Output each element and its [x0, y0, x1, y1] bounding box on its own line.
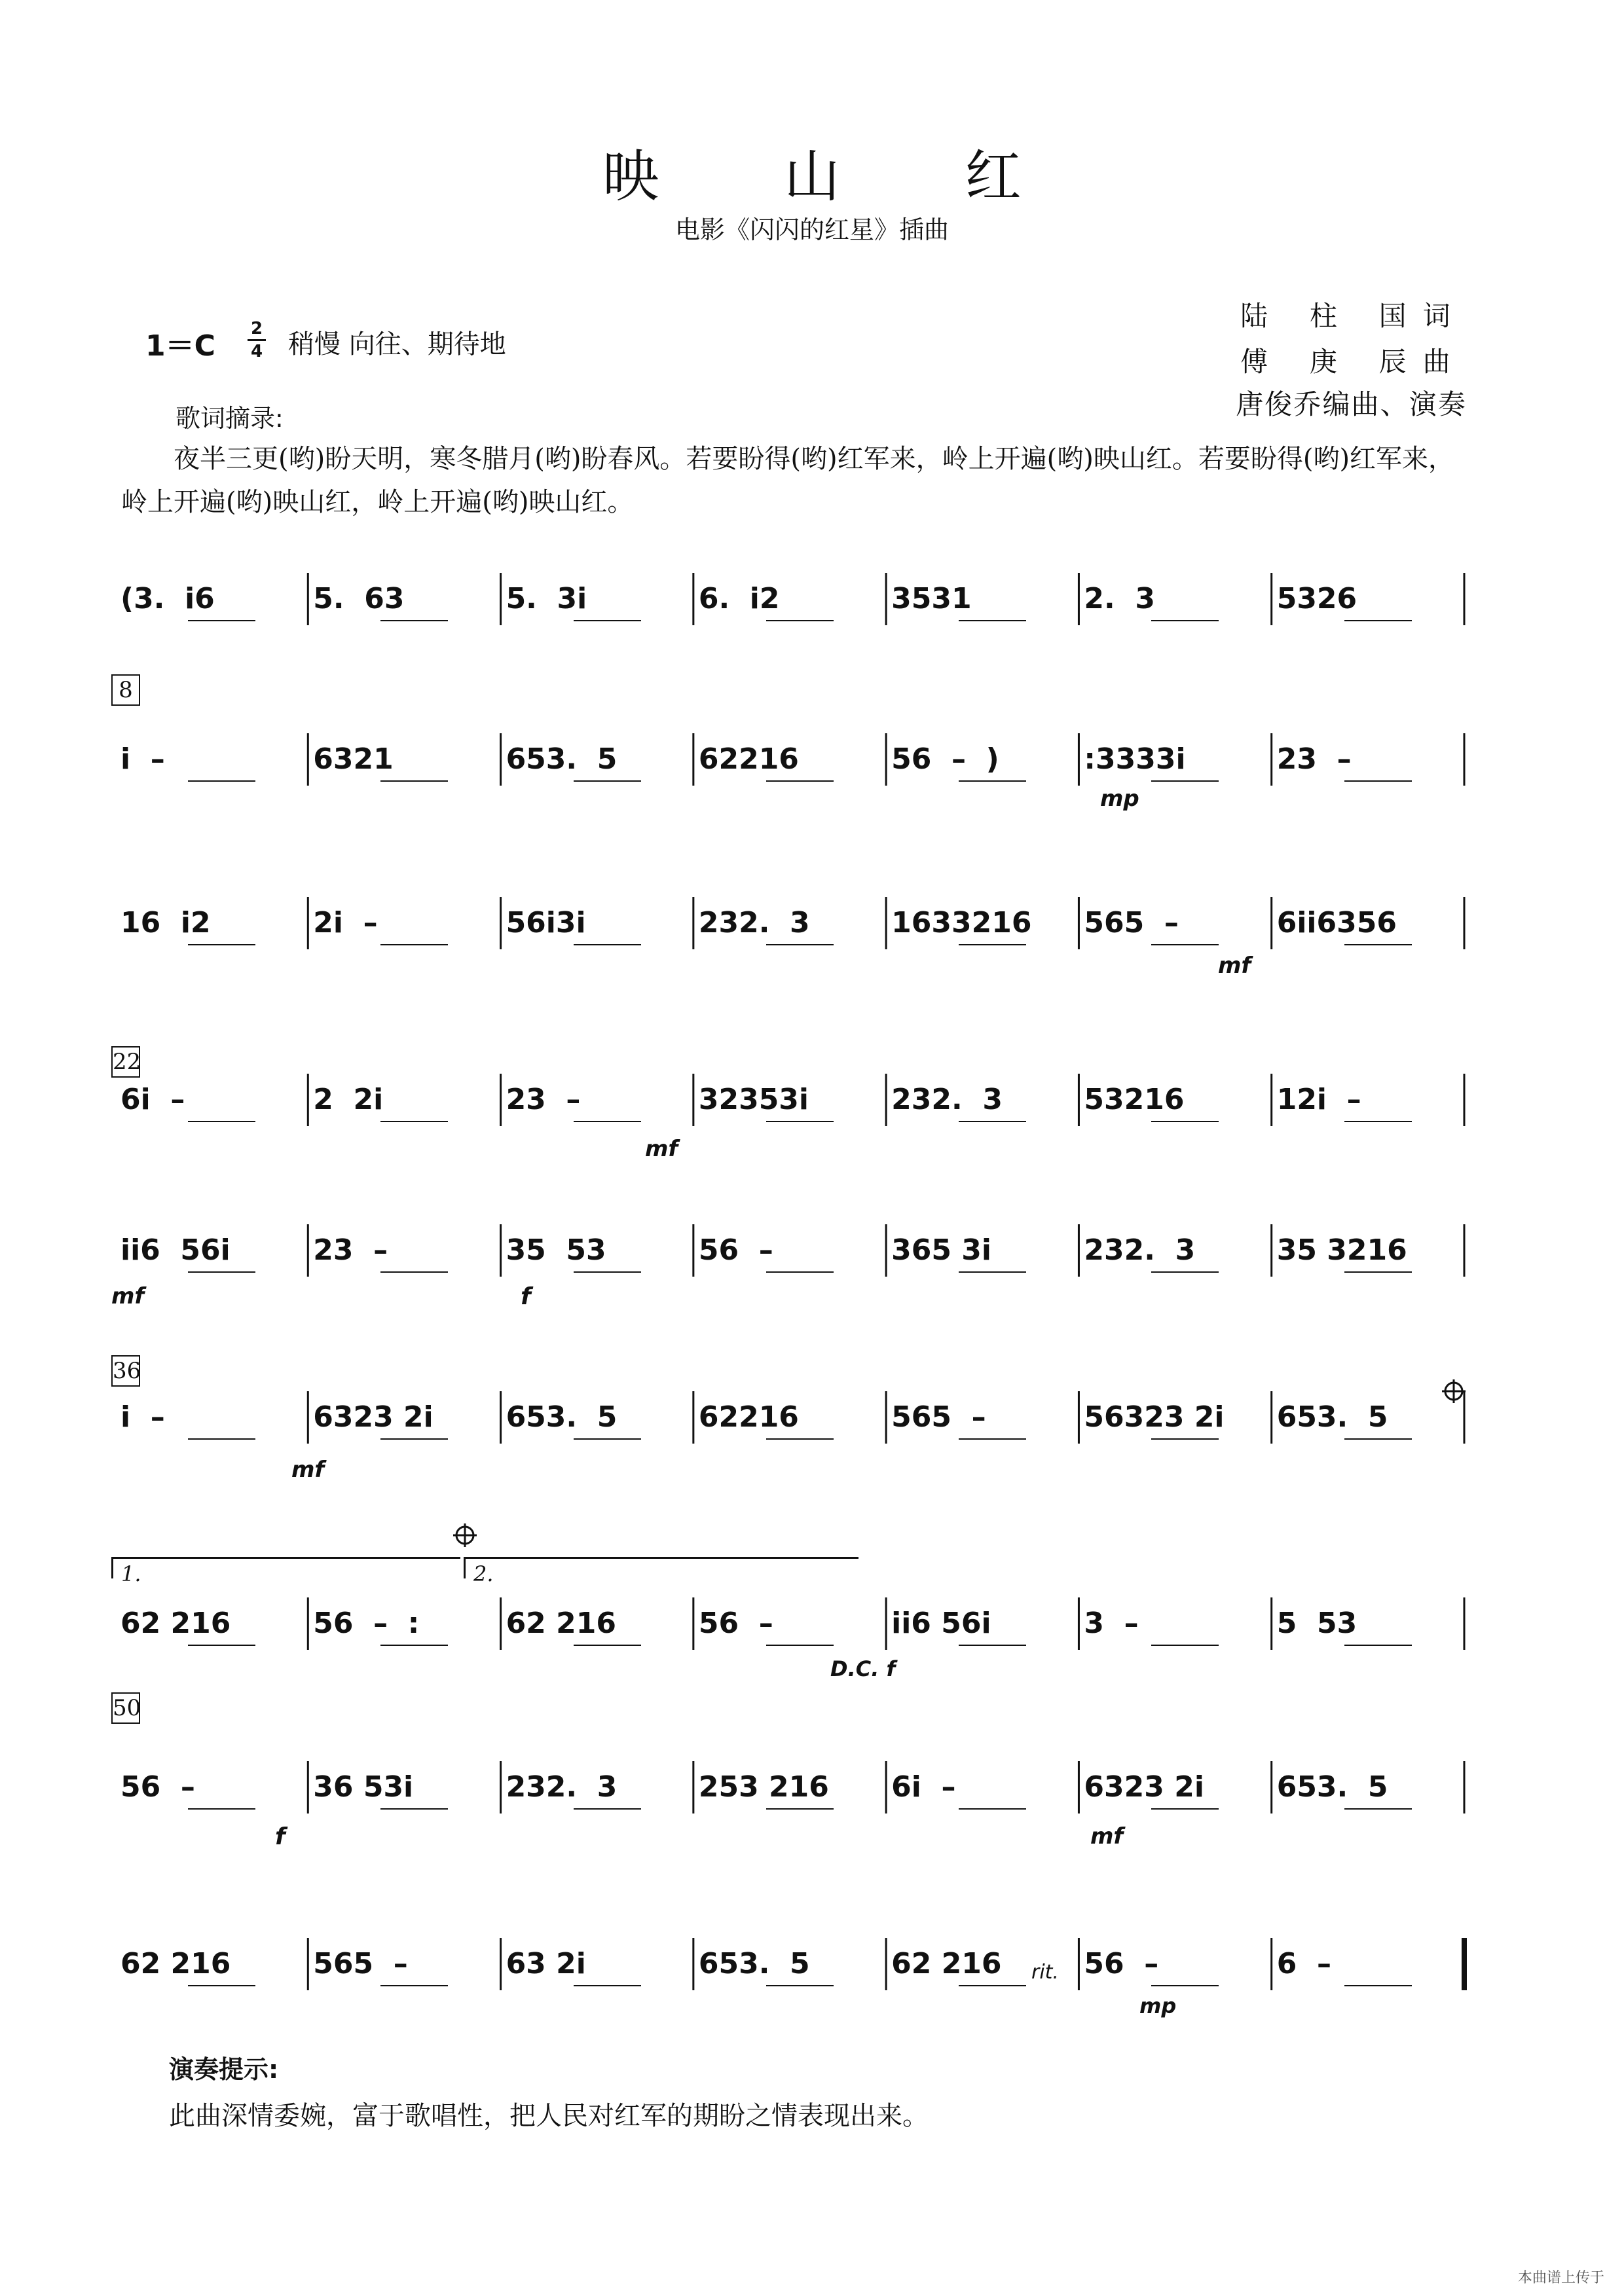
measure: 1633216 [891, 906, 1032, 939]
measure: 365 3i [891, 1233, 992, 1267]
measure: 56i3i [506, 906, 586, 939]
measure: 232. 3 [698, 906, 810, 939]
measure: i – [120, 1400, 165, 1434]
time-signature [244, 319, 270, 361]
measure-number: 22 [111, 1046, 140, 1078]
score-line [111, 1761, 1473, 1859]
beam-line [574, 1121, 641, 1122]
lyrics-text: 夜半三更(哟)盼天明，寒冬腊月(哟)盼春风。若要盼得(哟)红军来，岭上开遍(哟)映山红。若要盼得(哟)红军来，岭上开遍(哟)映山红，岭上开遍(哟)映山红。 [121, 444, 1455, 517]
measure: 653. 5 [1276, 1770, 1388, 1804]
page-subtitle: 电影《闪闪的红星》插曲 [674, 215, 949, 244]
measure: 16 i2 [120, 906, 211, 939]
beam-line [188, 620, 255, 621]
beam-line [766, 1438, 834, 1440]
beam-line [959, 1645, 1026, 1646]
measure: 6ii6356 [1276, 906, 1397, 939]
lyrics-label: 歌词摘录: [175, 404, 284, 433]
coda-icon [1441, 1378, 1467, 1404]
measure: 56 – [698, 1233, 773, 1267]
measure: 6321 [313, 742, 394, 776]
measure: 232. 3 [891, 1083, 1003, 1116]
dynamic-mark: mf [1090, 1823, 1124, 1850]
beam-line [1344, 1121, 1412, 1122]
measure: 62 216 [506, 1607, 616, 1640]
measure: 62216 [698, 1400, 799, 1434]
key-signature: 1＝C [145, 329, 215, 363]
beam-line [766, 620, 834, 621]
beam-line [1344, 1271, 1412, 1273]
beam-line [188, 1985, 255, 1986]
measure: 6i – [120, 1083, 185, 1116]
measure: ii6 56i [120, 1233, 231, 1267]
measure-number: 50 [111, 1692, 140, 1724]
measure: 6. i2 [698, 582, 780, 615]
beam-line [766, 1271, 834, 1273]
beam-line [1151, 1645, 1219, 1646]
time-sig-bar [248, 339, 266, 341]
measure: 653. 5 [698, 1947, 810, 1980]
page-title: 映 山 红 [602, 144, 1075, 210]
beam-line [766, 1985, 834, 1986]
measure: 62 216 [891, 1947, 1002, 1980]
measure: 565 – [891, 1400, 986, 1434]
time-sig-top: 2 [250, 319, 263, 338]
measure: 5326 [1276, 582, 1357, 615]
measure: (3. i6 [120, 582, 215, 615]
measure: 36 53i [313, 1770, 414, 1804]
measure-number: 36 [111, 1355, 140, 1387]
measure: 62 216 [120, 1607, 231, 1640]
measure: 35 53 [506, 1233, 606, 1267]
measure: 232. 3 [506, 1770, 618, 1804]
beam-line [380, 1645, 448, 1646]
rit-mark: rit. [1031, 1961, 1059, 1984]
performance-tips-label: 演奏提示: [169, 2055, 279, 2084]
beam-line [380, 1121, 448, 1122]
volta-2-label: 2. [473, 1561, 494, 1586]
measure: 56 – : [313, 1607, 420, 1640]
beam-line [766, 1645, 834, 1646]
beam-line [959, 620, 1026, 621]
dynamic-mark: mf [1218, 953, 1251, 979]
beam-line [959, 944, 1026, 945]
beam-line [188, 944, 255, 945]
beam-line [574, 620, 641, 621]
measure: 2i – [313, 906, 378, 939]
measure: 565 – [1084, 906, 1179, 939]
measure-number: 8 [111, 674, 140, 706]
measure: 62 216 [120, 1947, 231, 1980]
measure: i – [120, 742, 165, 776]
measure: 5. 63 [313, 582, 405, 615]
beam-line [380, 1438, 448, 1440]
measure: 253 216 [698, 1770, 829, 1804]
beam-line [188, 1121, 255, 1122]
measure: 653. 5 [1276, 1400, 1388, 1434]
beam-line [1344, 620, 1412, 621]
credit-lyricist: 陆 柱 国词 [1240, 300, 1467, 332]
measure: 2 2i [313, 1083, 384, 1116]
credit-composer: 傅 庚 辰曲 [1240, 346, 1467, 378]
measure: ii6 56i [891, 1607, 991, 1640]
measure: 6323 2i [313, 1400, 434, 1434]
beam-line [1344, 1645, 1412, 1646]
measure: 56 – ) [891, 742, 999, 776]
measure: 6i – [891, 1770, 956, 1804]
beam-line [188, 1808, 255, 1810]
measure: 63 2i [506, 1947, 586, 1980]
beam-line [380, 1985, 448, 1986]
measure: 653. 5 [506, 1400, 618, 1434]
beam-line [188, 1438, 255, 1440]
coda-icon [452, 1522, 478, 1548]
measure: 3 – [1084, 1607, 1139, 1640]
beam-line [574, 1808, 641, 1810]
beam-line [1344, 1438, 1412, 1440]
beam-line [1344, 780, 1412, 782]
beam-line [959, 1271, 1026, 1273]
dynamic-mark: mp [1139, 1994, 1177, 2018]
measure: 565 – [313, 1947, 408, 1980]
measure: 23 – [313, 1233, 388, 1267]
beam-line [188, 1271, 255, 1273]
dynamic-mark: f [275, 1823, 286, 1850]
beam-line [1344, 1808, 1412, 1810]
score-line [111, 1938, 1473, 2036]
beam-line [1151, 1121, 1219, 1122]
beam-line [1151, 620, 1219, 621]
measure: 232. 3 [1084, 1233, 1196, 1267]
beam-line [766, 944, 834, 945]
beam-line [188, 1645, 255, 1646]
beam-line [959, 1121, 1026, 1122]
credit-arranger: 唐俊乔编曲、演奏 [1236, 388, 1467, 420]
measure: 32353i [698, 1083, 809, 1116]
beam-line [574, 780, 641, 782]
measure: 23 – [1276, 742, 1352, 776]
score-line [111, 573, 1473, 671]
beam-line [1151, 1808, 1219, 1810]
beam-line [574, 1438, 641, 1440]
beam-line [1151, 780, 1219, 782]
measure: 653. 5 [506, 742, 618, 776]
time-sig-bottom: 4 [250, 342, 263, 361]
measure: 2. 3 [1084, 582, 1156, 615]
measure: 56 – [698, 1607, 773, 1640]
dynamic-mark: f [521, 1283, 531, 1310]
measure: 56 – [120, 1770, 195, 1804]
dynamic-mark: mf [291, 1457, 325, 1483]
measure: 6323 2i [1084, 1770, 1204, 1804]
score-line [111, 1597, 1473, 1696]
beam-line [1151, 1985, 1219, 1986]
beam-line [380, 780, 448, 782]
measure: 53216 [1084, 1083, 1185, 1116]
beam-line [380, 1271, 448, 1273]
score-line [111, 733, 1473, 831]
measure: 23 – [506, 1083, 581, 1116]
beam-line [959, 1985, 1026, 1986]
dynamic-mark: D.C. f [830, 1656, 896, 1681]
beam-line [766, 780, 834, 782]
score-line [111, 897, 1473, 995]
beam-line [1151, 944, 1219, 945]
measure: 62216 [698, 742, 799, 776]
beam-line [380, 944, 448, 945]
beam-line [959, 1438, 1026, 1440]
beam-line [766, 1808, 834, 1810]
beam-line [1344, 1985, 1412, 1986]
tempo-marking: 稍慢 向往、期待地 [288, 329, 506, 359]
volta-2 [464, 1557, 858, 1586]
dynamic-mark: mf [111, 1283, 145, 1309]
beam-line [380, 1808, 448, 1810]
score-line [111, 1224, 1473, 1322]
dynamic-mark: mp [1100, 786, 1139, 812]
measure: :3333i [1084, 742, 1186, 776]
footer-upload-note: 本曲谱上传于 [1517, 2270, 1604, 2286]
measure: 56 – [1084, 1947, 1159, 1980]
performance-tips-text: 此曲深情委婉，富于歌唱性，把人民对红军的期盼之情表现出来。 [169, 2101, 929, 2131]
beam-line [574, 1645, 641, 1646]
beam-line [1151, 1438, 1219, 1440]
beam-line [574, 944, 641, 945]
beam-line [959, 1808, 1026, 1810]
measure: 56323 2i [1084, 1400, 1225, 1434]
beam-line [766, 1121, 834, 1122]
measure: 35 3216 [1276, 1233, 1407, 1267]
beam-line [959, 780, 1026, 782]
beam-line [380, 620, 448, 621]
dynamic-mark: mf [645, 1136, 678, 1162]
volta-1-label: 1. [121, 1561, 141, 1586]
beam-line [188, 780, 255, 782]
measure: 3531 [891, 582, 972, 615]
measure: 12i – [1276, 1083, 1361, 1116]
measure: 6 – [1276, 1947, 1331, 1980]
beam-line [1344, 944, 1412, 945]
beam-line [1151, 1271, 1219, 1273]
beam-line [574, 1985, 641, 1986]
measure: 5 53 [1276, 1607, 1357, 1640]
measure: 5. 3i [506, 582, 587, 615]
score-line [111, 1074, 1473, 1172]
beam-line [574, 1271, 641, 1273]
volta-1 [111, 1557, 460, 1586]
